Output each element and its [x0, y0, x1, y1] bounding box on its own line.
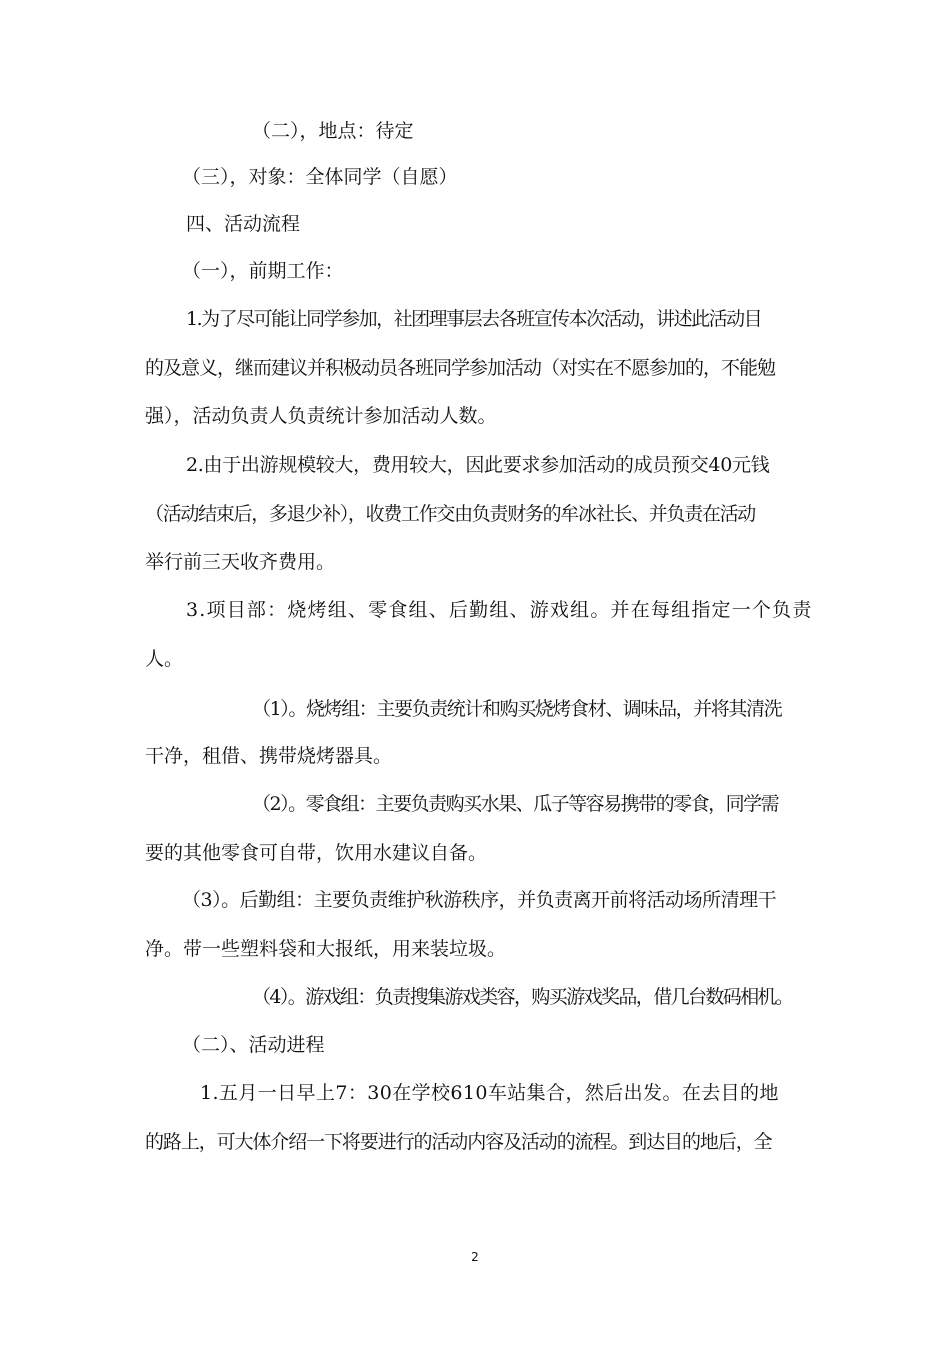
- paragraph-line: （3）。后勤组：主要负责维护秋游秩序，并负责离开前将活动场所清理干: [182, 889, 777, 911]
- page-number: 2: [471, 1250, 479, 1264]
- paragraph-line: 2.由于出游规模较大，费用较大，因此要求参加活动的成员预交40元钱: [186, 454, 770, 476]
- paragraph-line: 的及意义，继而建议并积极动员各班同学参加活动（对实在不愿参加的，不能勉: [145, 357, 776, 379]
- paragraph-line: 1.为了尽可能让同学参加，社团理事层去各班宣传本次活动，讲述此活动目: [186, 308, 762, 330]
- subsection-heading-progress: （二）、活动进程: [182, 1034, 325, 1056]
- paragraph-line: （1）。烧烤组：主要负责统计和购买烧烤食材、调味品，并将其清洗: [252, 698, 782, 720]
- paragraph-line: 人。: [145, 648, 184, 670]
- paragraph-line: 举行前三天收齐费用。: [145, 551, 336, 573]
- paragraph-line: 干净，租借、携带烧烤器具。: [145, 745, 393, 767]
- paragraph-line: 要的其他零食可自带，饮用水建议自备。: [145, 842, 488, 864]
- paragraph-line: （2）。零食组：主要负责购买水果、瓜子等容易携带的零食，同学需: [252, 793, 779, 815]
- paragraph-line: 1.五月一日早上7：30在学校610车站集合，然后出发。在去目的地: [200, 1082, 779, 1104]
- subsection-heading-preparation: （一），前期工作：: [182, 260, 344, 282]
- paragraph-line: （4）。游戏组：负责搜集游戏类容，购买游戏奖品，借几台数码相机。: [252, 986, 793, 1008]
- paragraph-line: 净。带一些塑料袋和大报纸，用来装垃圾。: [145, 938, 507, 960]
- paragraph-line: 强），活动负责人负责统计参加活动人数。: [145, 405, 497, 427]
- section-heading-activity-flow: 四、活动流程: [186, 213, 301, 235]
- paragraph-line: （活动结束后，多退少补），收费工作交由负责财务的牟冰社长、并负责在活动: [145, 503, 756, 525]
- location-line: （二），地点：待定: [252, 120, 414, 142]
- paragraph-line: 3.项目部：烧烤组、零食组、后勤组、游戏组。并在每组指定一个负责: [186, 599, 813, 621]
- audience-line: （三），对象：全体同学（自愿）: [182, 166, 458, 188]
- paragraph-line: 的路上，可大体介绍一下将要进行的活动内容及活动的流程。到达目的地后，全: [145, 1131, 772, 1153]
